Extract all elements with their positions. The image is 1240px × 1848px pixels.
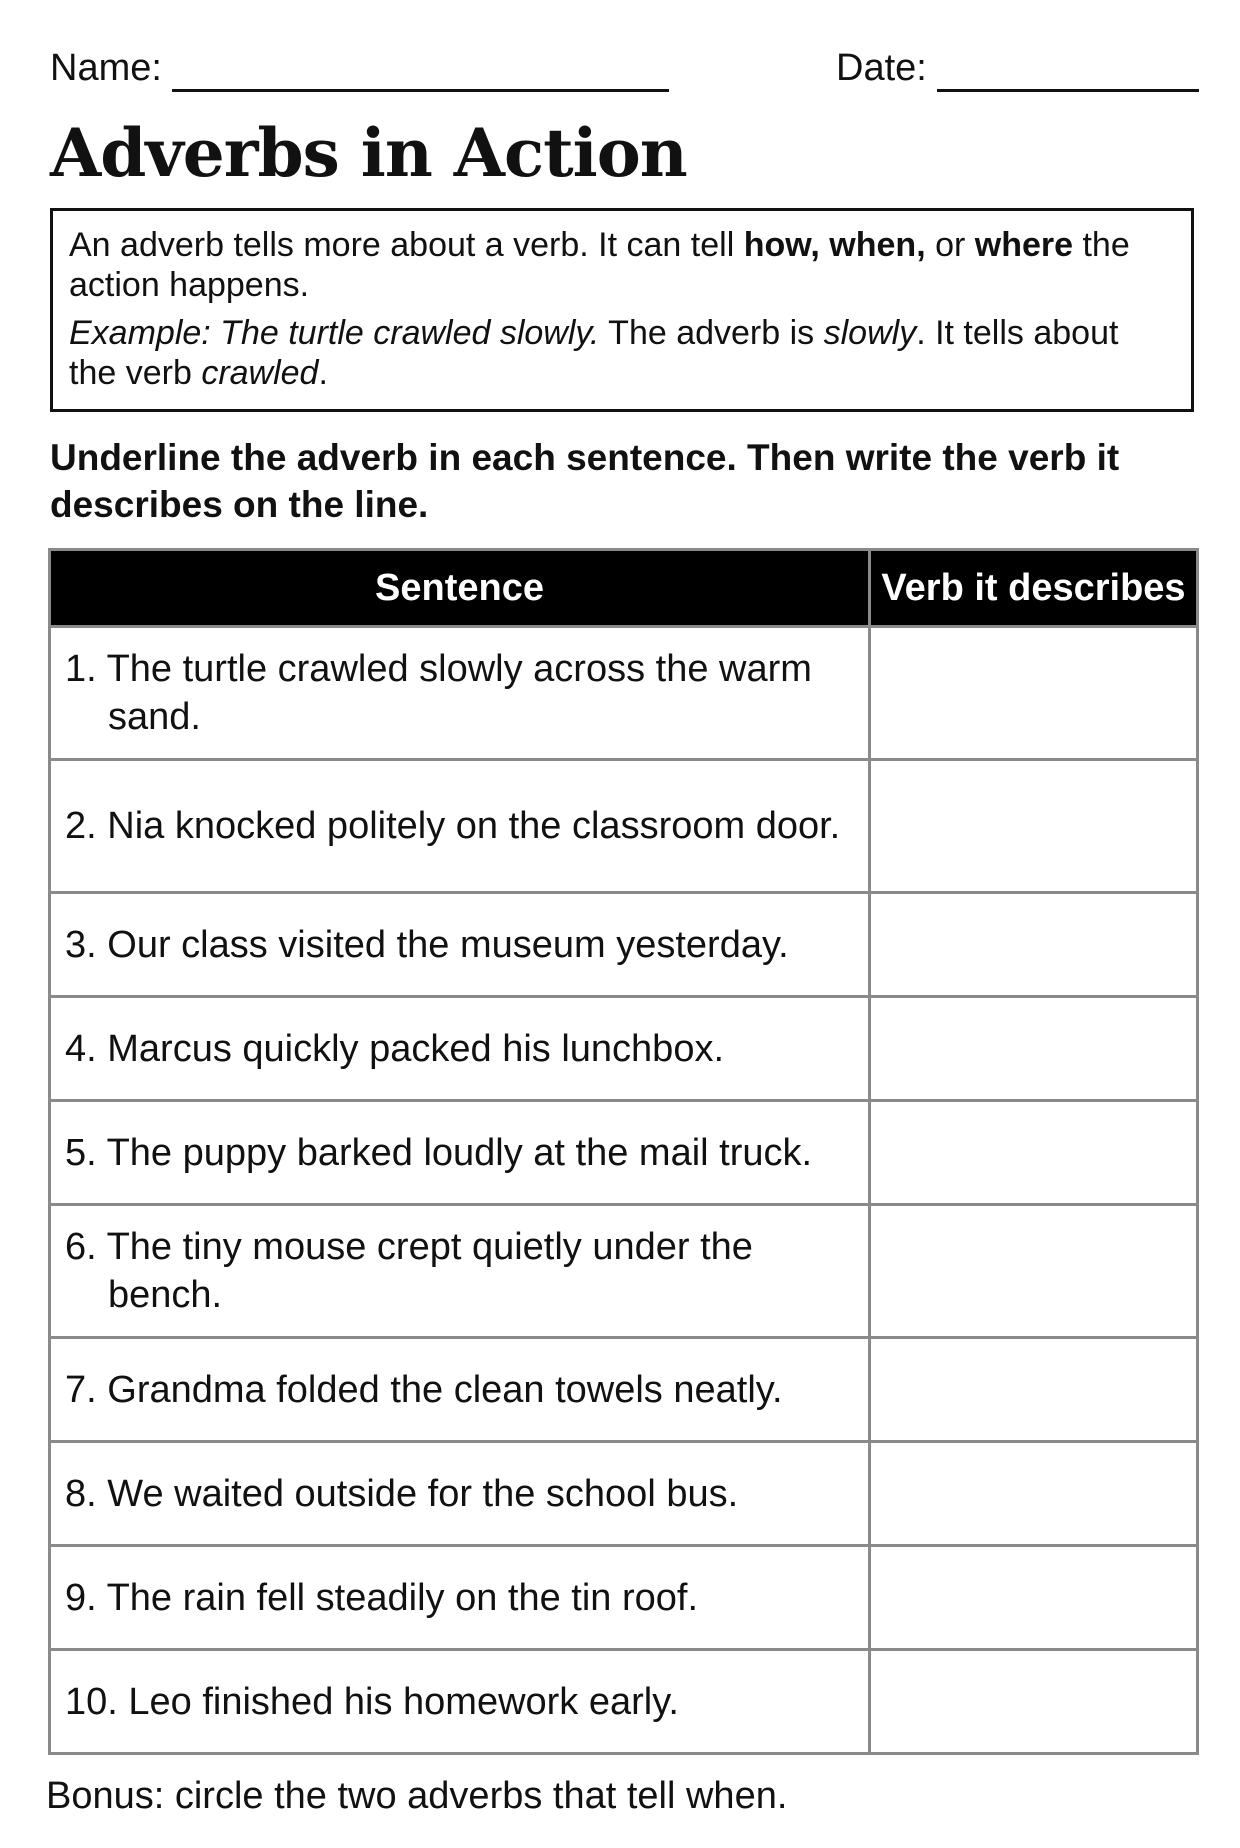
table-row: [50, 760, 1198, 893]
definition-box: [50, 208, 1194, 412]
date-field: [836, 44, 1199, 92]
table-row: [50, 1442, 1198, 1546]
verb-answer-cell[interactable]: [870, 1101, 1198, 1205]
table-row: [50, 1338, 1198, 1442]
sentence-cell: 5. The puppy barked loudly at the mail truck.: [50, 1101, 870, 1205]
verb-answer-cell[interactable]: [870, 627, 1198, 760]
sentence-cell: 3. Our class visited the museum yesterday.: [50, 893, 870, 997]
verb-answer-cell[interactable]: [870, 997, 1198, 1101]
verb-answer-cell[interactable]: [870, 1205, 1198, 1338]
verb-answer-cell[interactable]: [870, 893, 1198, 997]
definition-text: An adverb tells more about a verb. It can tell how, when, or where the action happens.: [69, 226, 1130, 304]
sentence-cell: 1. The turtle crawled slowly across the warm sand.: [50, 627, 870, 760]
sentence-cell: 9. The rain fell steadily on the tin roof.: [50, 1546, 870, 1650]
date-label: Date:: [836, 47, 927, 89]
sentence-cell: 2. Nia knocked politely on the classroom door.: [50, 760, 870, 893]
sentence-cell: 6. The tiny mouse crept quietly under the bench.: [50, 1205, 870, 1338]
verb-answer-cell[interactable]: [870, 1338, 1198, 1442]
column-header-sentence: Sentence: [50, 550, 870, 627]
table-row: [50, 997, 1198, 1101]
table-row: [50, 893, 1198, 997]
table-row: [50, 627, 1198, 760]
sentence-cell: 8. We waited outside for the school bus.: [50, 1442, 870, 1546]
table-row: [50, 1650, 1198, 1754]
verb-answer-cell[interactable]: [870, 1546, 1198, 1650]
verb-answer-cell[interactable]: [870, 1442, 1198, 1546]
verb-answer-cell[interactable]: [870, 1650, 1198, 1754]
table-header-row: [50, 550, 1198, 627]
table-row: [50, 1205, 1198, 1338]
sentence-cell: 4. Marcus quickly packed his lunchbox.: [50, 997, 870, 1101]
date-blank-line[interactable]: [937, 56, 1199, 92]
name-field: [50, 44, 669, 92]
table-row: [50, 1546, 1198, 1650]
table-row: [50, 1101, 1198, 1205]
worksheet-title: Adverbs in Action: [50, 114, 687, 192]
example-text: Example: The turtle crawled slowly. The adverb is slowly. It tells about the verb crawled.: [69, 314, 1119, 392]
verb-answer-cell[interactable]: [870, 760, 1198, 893]
column-header-verb: Verb it describes: [870, 550, 1198, 627]
instructions: Underline the adverb in each sentence. Then write the verb it describes on the line.: [50, 437, 1120, 525]
name-blank-line[interactable]: [172, 56, 669, 92]
sentence-cell: 10. Leo finished his homework early.: [50, 1650, 870, 1754]
sentence-cell: 7. Grandma folded the clean towels neatly.: [50, 1338, 870, 1442]
bonus-instruction: Bonus: circle the two adverbs that tell when.: [46, 1775, 788, 1817]
name-label: Name:: [50, 47, 162, 89]
sentence-table: [48, 548, 1199, 1755]
